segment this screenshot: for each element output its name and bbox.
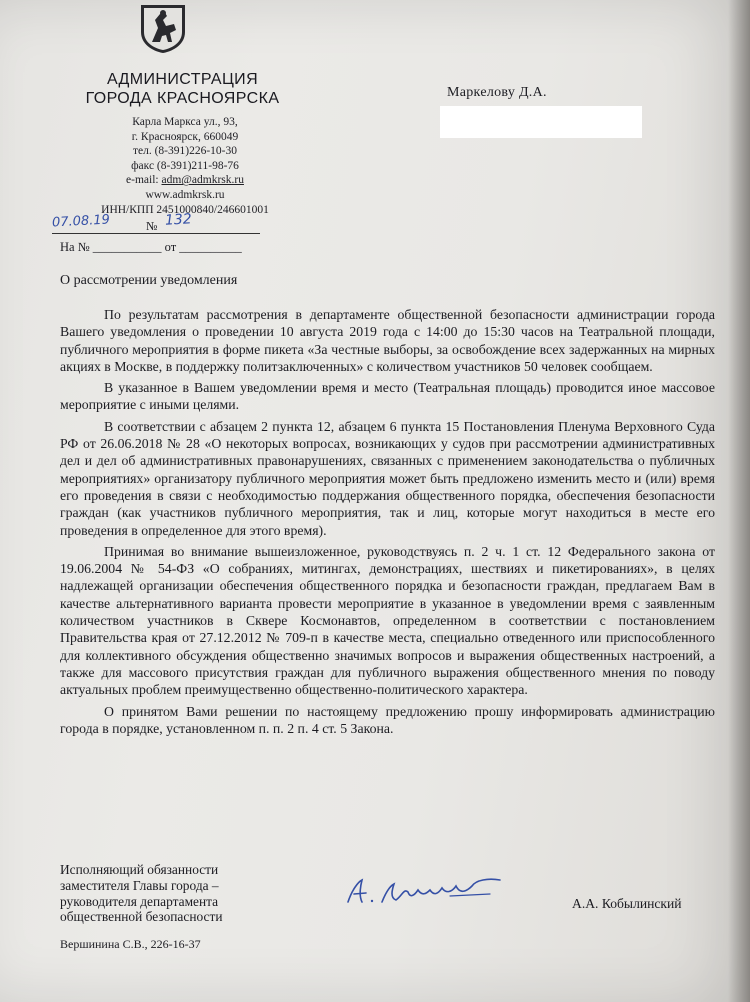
inn-kpp: ИНН/КПП 2451000840/246601001: [101, 203, 269, 216]
org-line-1: АДМИНИСТРАЦИЯ: [106, 71, 259, 88]
phone-number: тел. (8-391)226-10-30: [132, 145, 238, 158]
reply-reference: На № ___________ от __________: [60, 240, 242, 254]
paper-edge-shadow: [728, 0, 750, 1002]
moscow-coat-of-arms-icon: [138, 2, 188, 54]
executor-contact: Вершинина С.В., 226-16-37: [60, 937, 201, 951]
fax-number: факс (8-391)211-98-76: [131, 159, 239, 172]
org-line-2: ГОРОДА КРАСНОЯРСКА: [85, 90, 280, 107]
body-paragraph-2: В указанное в Вашем уведомлении время и место (Театральная площадь) проводится иное массовое мероприятие с иными целями.: [60, 380, 715, 413]
signer-name: А.А. Кобылинский: [572, 896, 682, 911]
position-line-4: общественной безопасности: [60, 909, 223, 925]
outgoing-date: 07.08.19: [51, 212, 111, 231]
email-link[interactable]: adm@admkrsk.ru: [161, 174, 244, 187]
letter-subject: О рассмотрении уведомления: [60, 273, 238, 288]
address-city: г. Красноярск, 660049: [131, 130, 239, 143]
signer-position: [60, 862, 222, 925]
website-link[interactable]: www.admkrsk.ru: [145, 188, 225, 201]
position-line-2: заместителя Главы города –: [60, 877, 219, 893]
handwritten-signature: [340, 872, 520, 912]
recipient-name: Маркелову Д.А.: [447, 85, 547, 100]
position-line-1: Исполняющий обязанности: [60, 862, 219, 877]
email-label: e-mail:: [126, 174, 162, 187]
redacted-address: [440, 106, 642, 138]
address-street: Карла Маркса ул., 93,: [132, 116, 238, 128]
outgoing-number: 132: [164, 211, 193, 229]
letter-body: [60, 306, 715, 741]
body-paragraph-4: Принимая во внимание вышеизложенное, руководствуясь п. 2 ч. 1 ст. 12 Федерального закона от 19.06.2004 № 54-ФЗ «О собраниях, митингах, демонстрациях, шествиях и пикетированиях», в целях надлежащей организации обеспечения общественного порядка и безопасности граждан, предлагаем Вам в качестве альтернативного варианта провести мероприятие в указанное в уведомлении время с заявленным количеством участников в Сквере Космонавтов, определенном в соответствии с постановлением Правительства края от 27.12.2012 № 709-п в качестве места, специально отведенного или приспособленного для коллективного обсуждения общественно значимых вопросов и выражения общественных настроений, а также для массового присутствия граждан для публичного выражения общественного мнения по поводу актуальных проблем преимущественно общественно-политического характера.: [60, 543, 715, 698]
body-paragraph-1: По результатам рассмотрения в департаменте общественной безопасности администрации города Вашего уведомления о проведении 10 августа 2019 года с 14:00 до 15:30 часов на Театральной площади, публичного мероприятия в форме пикета «За честные выборы, за освобождение всех задержанных на мирных акциях в Москве, в поддержку политзаключенных» с количеством участников 50 человек сообщаем.: [60, 307, 715, 374]
organization-name: [80, 70, 285, 108]
position-line-3: руководителя департамента: [60, 893, 219, 909]
email-line: [90, 173, 280, 188]
body-paragraph-3: В соответствии с абзацем 2 пункта 12, абзацем 6 пункта 15 Постановления Пленума Верховного Суда РФ от 26.06.2018 № 28 «О некоторых вопросах, возникающих у судов при рассмотрении административных дел и дел об административных правонарушениях, связанных с применением законодательства о публичных мероприятиях» организатору публичного мероприятия может быть предложено изменить место и (или) время его проведения в связи с необходимостью поддержания общественного порядка, обеспечения безопасности граждан (как участников публичного мероприятия, так и лиц, которые могут находиться в месте его проведения в определенное для этого время).: [60, 418, 715, 538]
reference-underline: [52, 233, 260, 234]
contact-block: [90, 115, 280, 217]
body-paragraph-5: О принятом Вами решении по настоящему предложению прошу информировать администрацию города в порядке, установленном п. п. 2 п. 4 ст. 5 Закона.: [60, 703, 715, 736]
number-sign: №: [146, 219, 158, 233]
